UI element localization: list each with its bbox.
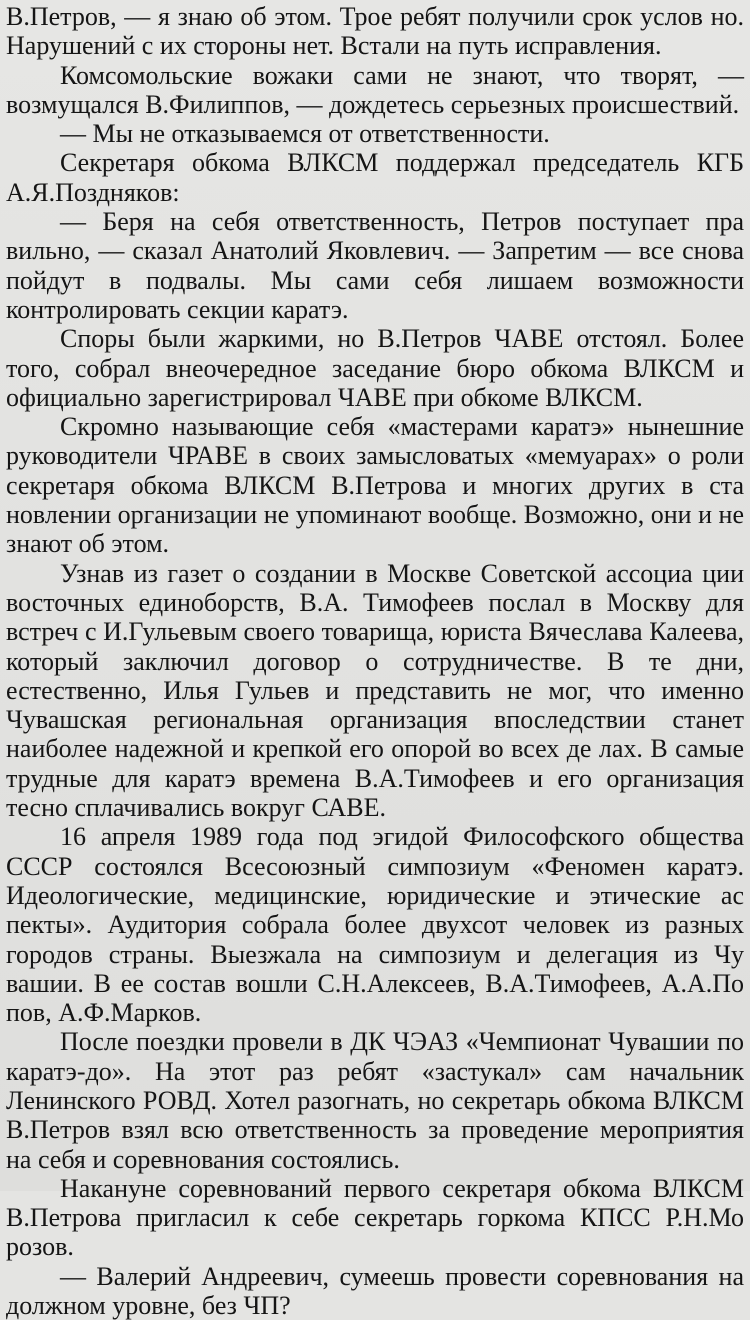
text-line: — Мы не отказываемся от ответственности. — [60, 119, 550, 149]
text-line: официально зарегистрировал ЧАВЕ при обкоме ВЛКСМ. — [6, 382, 643, 412]
paragraph — [6, 559, 744, 823]
paragraph — [6, 2, 744, 61]
text-line: контролировать секции каратэ. — [6, 294, 349, 324]
text-line: А.Я.Поздняков: — [6, 177, 180, 207]
text-line: того, собрал внеочередное заседание бюро обкома ВЛКСМ и — [6, 353, 744, 383]
text-line: по каратэ-до». На этот раз ребят «застукал» сам начальник — [6, 1027, 744, 1086]
text-line: Идеологические, медицинские, юридические и этические ас — [6, 880, 744, 910]
paragraph — [6, 119, 744, 148]
text-line: пекты». Аудитория собрала более двухсот человек из разных — [6, 910, 744, 940]
paragraph — [6, 1027, 744, 1173]
text-line: новлении организации не упоминают вообще. Возможно, они — [6, 500, 699, 530]
text-line: После поездки провели в ДК ЧЭАЗ «Чемпионат Чувашии — [60, 1027, 718, 1057]
text-line: вильно, — сказал Анатолий Яковлевич. — Запретим — все — [6, 236, 683, 266]
text-line: пов, А.Ф.Марков. — [6, 998, 202, 1028]
text-line: снова пойдут в подвалы. Мы сами себя лишаем возможности — [6, 236, 744, 295]
page-text — [6, 2, 744, 1320]
paragraph — [6, 207, 744, 324]
text-line: ции восточных единоборств, В.А. Тимофеев послал в Москву — [6, 558, 744, 617]
text-line: лах. В самые трудные для каратэ времена В.А.Тимофеев и его — [6, 734, 744, 793]
paragraph — [6, 148, 744, 207]
text-line: Ленинского РОВД. Хотел разогнать, но секретарь обкома — [6, 1085, 653, 1115]
text-line: В.Петрова пригласил к себе секретарь горкома КПСС Р.Н.Мо — [6, 1203, 744, 1233]
text-line: Накануне соревнований первого секретаря обкома ВЛКСМ — [60, 1173, 744, 1203]
text-line: вашии. В ее состав вошли С.Н.Алексеев, В.А.Тимофеев, А.А.По — [6, 968, 744, 998]
text-line: Узнав из газет о создании в Москве Советской ассоциа — [60, 558, 693, 588]
text-line: Секретаря обкома ВЛКСМ поддержал председатель КГБ — [60, 148, 744, 178]
text-line: именно Чувашская региональная организация впоследствии — [6, 675, 744, 735]
text-line: но. Нарушений с их стороны нет. Встали на путь исправления. — [6, 2, 745, 61]
text-line: секретаря обкома ВЛКСМ В.Петрова и многих других в ста — [6, 470, 744, 500]
paragraph — [6, 822, 744, 1027]
text-line: станет наиболее надежной и крепкой его опорой во всех де — [6, 705, 744, 764]
text-line: для встреч с И.Гульевым своего товарища, юриста Вячеслава — [6, 587, 744, 647]
paragraph — [6, 61, 744, 120]
text-line: возмущался В.Филиппов, — дождетесь серьезных происшествий. — [6, 89, 740, 119]
text-line: руководители ЧРАВЕ в своих замысловатых «мемуарах» о роли — [6, 441, 744, 471]
text-line: — Валерий Андреевич, сумеешь провести соревнования на — [60, 1261, 744, 1291]
paragraph — [6, 1174, 744, 1262]
text-line: В.Петров, — я знаю об этом. Трое ребят получили срок услов — [6, 2, 703, 31]
text-line: мероприятия на себя и соревнования состоялись. — [6, 1115, 744, 1174]
paragraph — [6, 324, 744, 412]
text-line: Споры были жаркими, но В.Петров ЧАВЕ отстоял. Более — [60, 324, 744, 354]
paragraph — [6, 412, 744, 558]
paragraph — [6, 1262, 744, 1320]
text-line: — Беря на себя ответственность, Петров поступает пра — [60, 207, 744, 237]
text-line: городов страны. Выезжала на симпозиум и делегация из Чу — [6, 939, 744, 969]
text-line: розов. — [6, 1232, 74, 1262]
text-line: 16 апреля 1989 года под эгидой Философского общества — [60, 822, 744, 852]
text-line: дни, естественно, Илья Гульев и представить не мог, что — [6, 646, 744, 705]
text-line: ВЛКСМ В.Петров взял всю ответственность за проведение — [6, 1085, 744, 1145]
text-line: Калеева, который заключил договор о сотрудничестве. В те — [6, 617, 744, 676]
text-line: Скромно называющие себя «мастерами каратэ» нынешние — [60, 412, 744, 442]
text-line: и не знают об этом. — [6, 500, 744, 559]
text-line: должном уровне, без ЧП? — [6, 1291, 291, 1320]
text-line: Комсомольские вожаки сами не знают, что творят, — — [60, 60, 744, 90]
text-line: СССР состоялся Всесоюзный симпозиум «Феномен каратэ. — [6, 851, 744, 881]
text-line: организация тесно сплачивались вокруг САВЕ. — [6, 763, 744, 823]
